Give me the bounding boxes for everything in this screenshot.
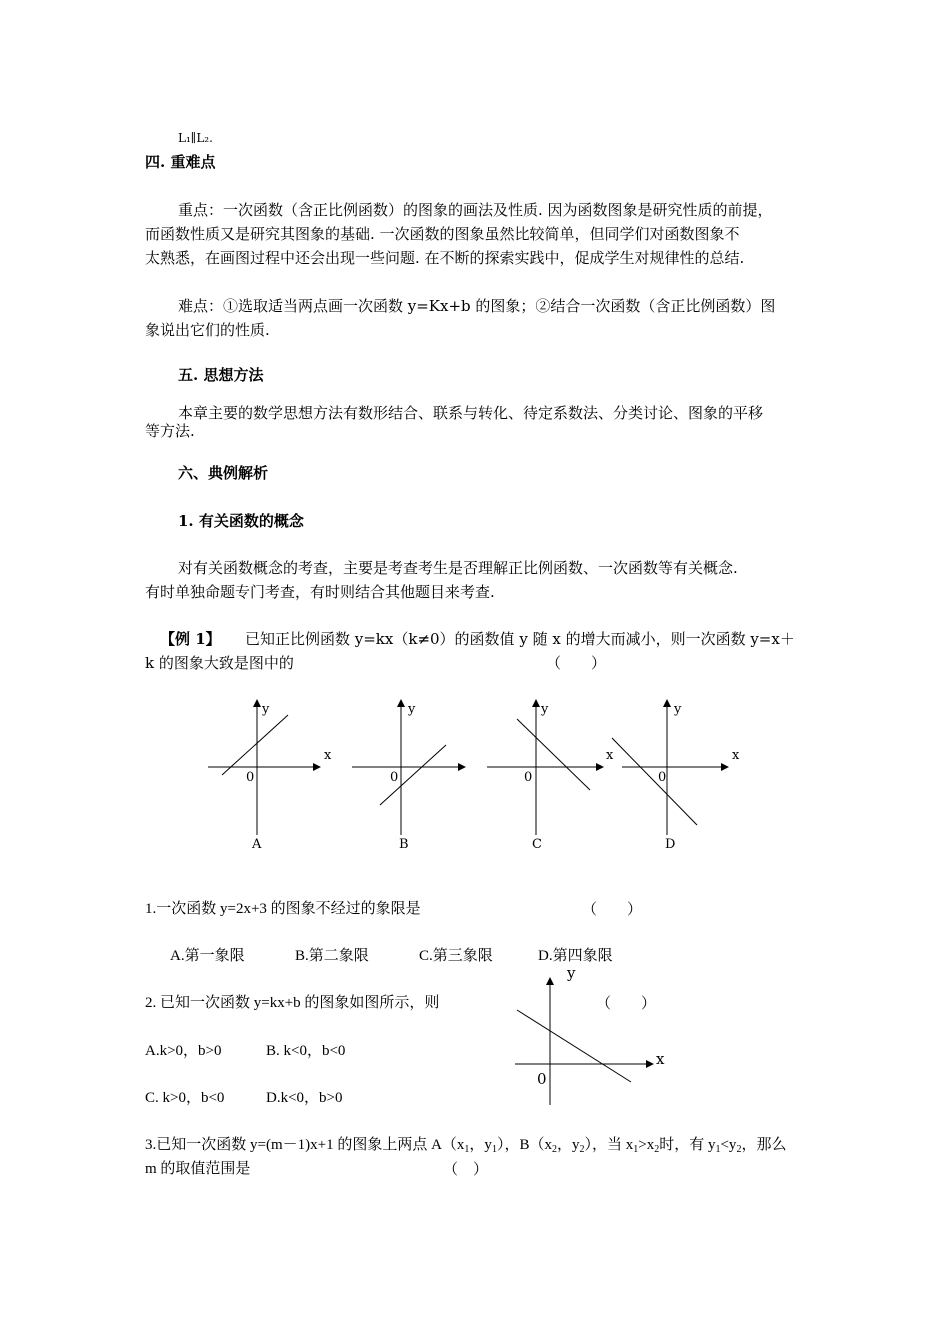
graph-a-origin: 0 [246, 770, 255, 785]
difficulty-para-line-1: 难点：①选取适当两点画一次函数 y=Kx+b 的图象；②结合一次函数（含正比例函数）图 [178, 297, 776, 315]
graph-c-label: C [532, 837, 542, 852]
q2-text: 2. 已知一次函数 y=kx+b 的图象如图所示，则 [145, 995, 440, 1011]
graph-a-x-label: x [324, 748, 332, 763]
graph-d-label: D [665, 837, 676, 852]
section4-heading: 四. 重难点 [145, 153, 216, 171]
q2-line [517, 1010, 631, 1082]
graph-b-label: B [399, 837, 409, 852]
q1-bracket: （ ） [582, 900, 643, 918]
section5-heading: 五. 思想方法 [178, 366, 264, 384]
key-para-line-3: 太熟悉，在画图过程中还会出现一些问题. 在不断的探索实践中，促成学生对规律性的总结. [145, 249, 745, 267]
key-para-line-2: 而函数性质又是研究其图象的基础. 一次函数的图象虽然比较简单，但同学们对函数图象不 [145, 225, 740, 243]
q2-option-c: C. k>0，b<0 [145, 1090, 225, 1106]
example1-line-1: 已知正比例函数 y=kx（k≠0）的函数值 y 随 x 的增大而减小，则一次函数 y=x＋ [245, 630, 795, 648]
graph-a [208, 700, 332, 852]
difficulty-para-line-2: 象说出它们的性质. [145, 321, 270, 339]
q1-option-d: D.第四象限 [538, 948, 613, 964]
graph-c-y-label: y [541, 702, 549, 717]
q2-option-b: B. k<0，b<0 [266, 1043, 346, 1059]
graph-c-origin: 0 [524, 770, 533, 785]
q1-option-c: C.第三象限 [419, 948, 493, 964]
example1-graphs [200, 695, 760, 860]
section5-para-line-1: 本章主要的数学思想方法有数形结合、联系与转化、待定系数法、分类讨论、图象的平移 [178, 404, 764, 422]
graph-a-y-label: y [262, 702, 270, 717]
graph-c [487, 700, 614, 852]
graph-a-line [222, 715, 288, 775]
q2-origin: 0 [537, 1070, 547, 1088]
q1-option-a: A.第一象限 [170, 948, 245, 964]
graph-b-origin: 0 [390, 770, 399, 785]
q3-bracket: （ ） [443, 1160, 489, 1178]
example1-bracket: （ ） [546, 654, 607, 672]
section6-subheading: 1. 有关函数的概念 [178, 512, 304, 530]
graph-d [612, 700, 740, 852]
q2-option-a: A.k>0，b>0 [145, 1043, 222, 1059]
top-line: L₁∥L₂. [178, 131, 213, 145]
section6-para-line-1: 对有关函数概念的考查，主要是考查考生是否理解正比例函数、一次函数等有关概念. [178, 559, 738, 577]
section5-para-line-2: 等方法. [145, 422, 195, 440]
graph-d-x-label: x [732, 748, 740, 763]
section6-para-line-2: 有时单独命题专门考查，有时则结合其他题目来考查. [145, 583, 495, 601]
graph-b [352, 700, 465, 852]
q1-option-b: B.第二象限 [295, 948, 369, 964]
q1-text: 1.一次函数 y=2x+3 的图象不经过的象限是 [145, 901, 421, 917]
graph-a-label: A [252, 837, 262, 852]
section6-heading: 六、典例解析 [178, 464, 269, 482]
graph-c-x-label: x [606, 748, 614, 763]
q2-x-label: x [656, 1050, 665, 1068]
example1-line-2: k 的图象大致是图中的 [145, 654, 294, 672]
graph-d-origin: 0 [658, 770, 667, 785]
q2-graph [505, 960, 675, 1110]
example1-tag: 【例 1】 [160, 630, 221, 648]
q2-bracket: （ ） [596, 994, 657, 1012]
q2-option-d: D.k<0，b>0 [266, 1090, 343, 1106]
q3-line-2: m 的取值范围是 [145, 1161, 251, 1177]
q3-line-1: 3.已知一次函数 y=(m－1)x+1 的图象上两点 $A(x_1$，$y_1$），$B(x_2$，$y_2$），当 $x_1>x_2$时，有 $y_1<y_2$，那么 [145, 1137, 787, 1155]
graph-b-y-label: y [408, 702, 416, 717]
q2-y-label: y [567, 964, 576, 982]
graph-d-line [612, 738, 697, 825]
key-para-line-1: 重点：一次函数（含正比例函数）的图象的画法及性质. 因为函数图象是研究性质的前提， [178, 201, 773, 219]
graph-d-y-label: y [674, 702, 682, 717]
